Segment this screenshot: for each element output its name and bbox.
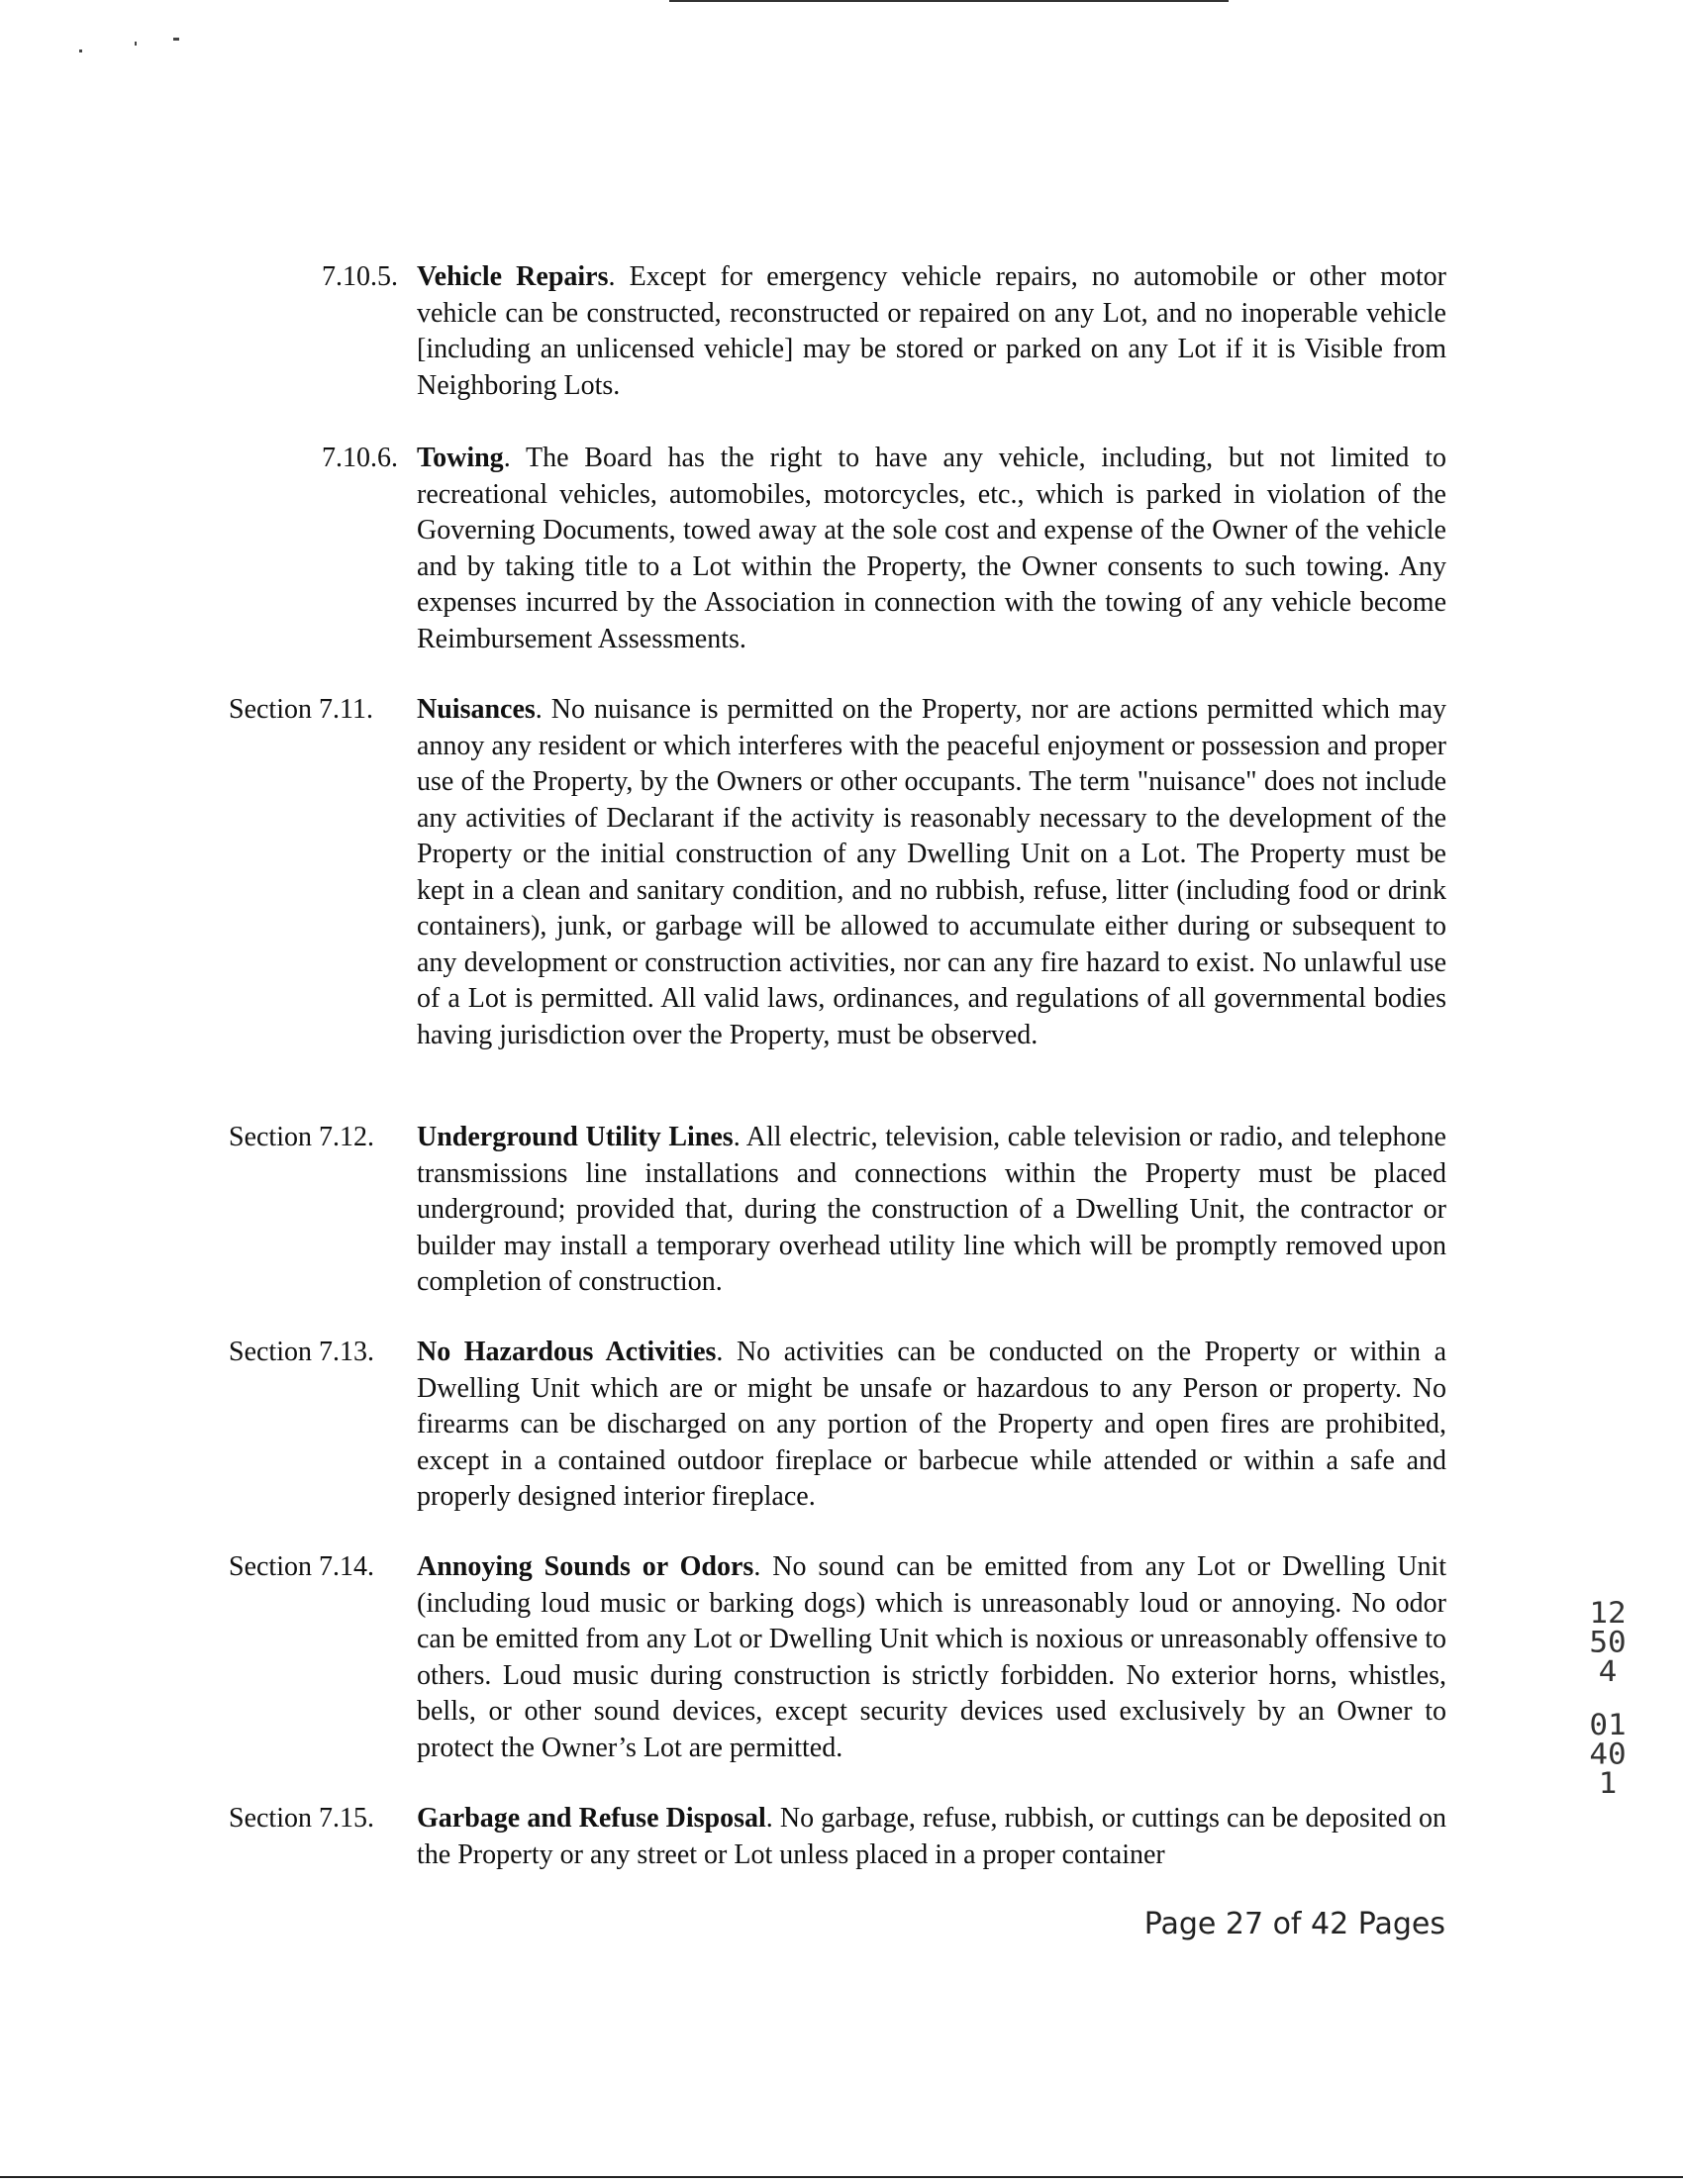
section-number: Section 7.15. <box>229 1803 374 1834</box>
section-body: . No sound can be emitted from any Lot or Dwelling Unit (including loud music or barking dogs) which is unreasonably loud or annoying. No odor can be emitted from any Lot or Dwelling Unit which is noxious or unreasonably offensive to others. Loud music during construction is strictly forbidden. No exterior horns, whistles, bells, or other sound devices, except security devices used exclusively by an Owner to protect the Owner’s Lot are permitted. <box>417 1551 1447 1763</box>
section-text <box>417 1335 1446 1516</box>
section-text <box>417 1549 1446 1766</box>
section-title: No Hazardous Activities <box>417 1337 717 1367</box>
section-text <box>417 692 1446 1053</box>
clause-title: Vehicle Repairs <box>417 261 609 292</box>
stamp-book-number: 12504 <box>1589 1596 1627 1689</box>
clause-body: . The Board has the right to have any vehicle, including, but not limited to recreational vehicles, automobiles, motorcycles, etc., which is parked in violation of the Governing Documents, towed away at the sole cost and expense of the Owner of the vehicle and by taking title to a Lot within the Property, the Owner consents to such towing. Any expenses incurred by the Association in connection with the towing of any vehicle become Reimbursement Assessments. <box>417 443 1446 654</box>
section-text <box>417 1801 1446 1873</box>
clause-body: . Except for emergency vehicle repairs, no automobile or other motor vehicle can be constructed, reconstructed or repaired on any Lot, and no inoperable vehicle [including an unlicensed vehicle] may be stored or parked on any Lot if it is Visible from Neighboring Lots. <box>417 261 1446 401</box>
section-number: Section 7.11. <box>229 694 373 725</box>
section-text <box>417 1120 1446 1301</box>
clause-text <box>417 259 1446 404</box>
section-number: Section 7.12. <box>229 1122 374 1152</box>
section-body: . No activities can be conducted on the Property or within a Dwelling Unit which are or might be unsafe or hazardous to any Person or property. No firearms can be discharged on any portion of the Property and open fires are prohibited, except in a contained outdoor fireplace or barbecue while attended or within a safe and properly designed interior fireplace. <box>417 1337 1446 1512</box>
clause-number: 7.10.5. <box>322 261 398 292</box>
scan-speck <box>79 50 82 52</box>
section-body: . No nuisance is permitted on the Property, nor are actions permitted which may annoy any resident or which interferes with the peaceful enjoyment or possession and proper use of the Property, by the Owners or other occupants. The term "nuisance" does not include any activities of Declarant if the activity is reasonably necessary to the development of the Property or the initial construction of any Dwelling Unit on a Lot. The Property must be kept in a clean and sanitary condition, and no rubbish, refuse, litter (including food or drink containers), junk, or garbage will be allowed to accumulate either during or subsequent to any development or construction activities, nor can any fire hazard to exist. No unlawful use of a Lot is permitted. All valid laws, ordinances, and regulations of all governmental bodies having jurisdiction over the Property, must be observed. <box>417 694 1446 1050</box>
page-number-footer: Page 27 of 42 Pages <box>1143 1907 1445 1941</box>
section-title: Annoying Sounds or Odors <box>417 1551 754 1582</box>
clause-number: 7.10.6. <box>322 443 398 473</box>
section-title: Underground Utility Lines <box>417 1122 734 1152</box>
section-title: Nuisances <box>417 694 536 725</box>
stamp-page-number: 01401 <box>1589 1708 1627 1801</box>
scan-speck <box>173 38 179 41</box>
scan-bottom-edge <box>0 2176 1683 2184</box>
top-rule <box>669 0 1229 2</box>
section-body: . No garbage, refuse, rubbish, or cuttings can be deposited on the Property or any street or Lot unless placed in a proper container <box>417 1803 1446 1870</box>
scan-speck <box>135 42 137 46</box>
clause-title: Towing <box>417 443 504 473</box>
section-number: Section 7.13. <box>229 1337 374 1367</box>
section-number: Section 7.14. <box>229 1551 374 1582</box>
section-title: Garbage and Refuse Disposal <box>417 1803 766 1834</box>
recording-stamp <box>1588 1596 1628 1801</box>
clause-text <box>417 441 1446 657</box>
section-body: . All electric, television, cable television or radio, and telephone transmissions line installations and connections within the Property must be placed underground; provided that, during the construction of a Dwelling Unit, the contractor or builder may install a temporary overhead utility line which will be promptly removed upon completion of construction. <box>417 1122 1446 1297</box>
